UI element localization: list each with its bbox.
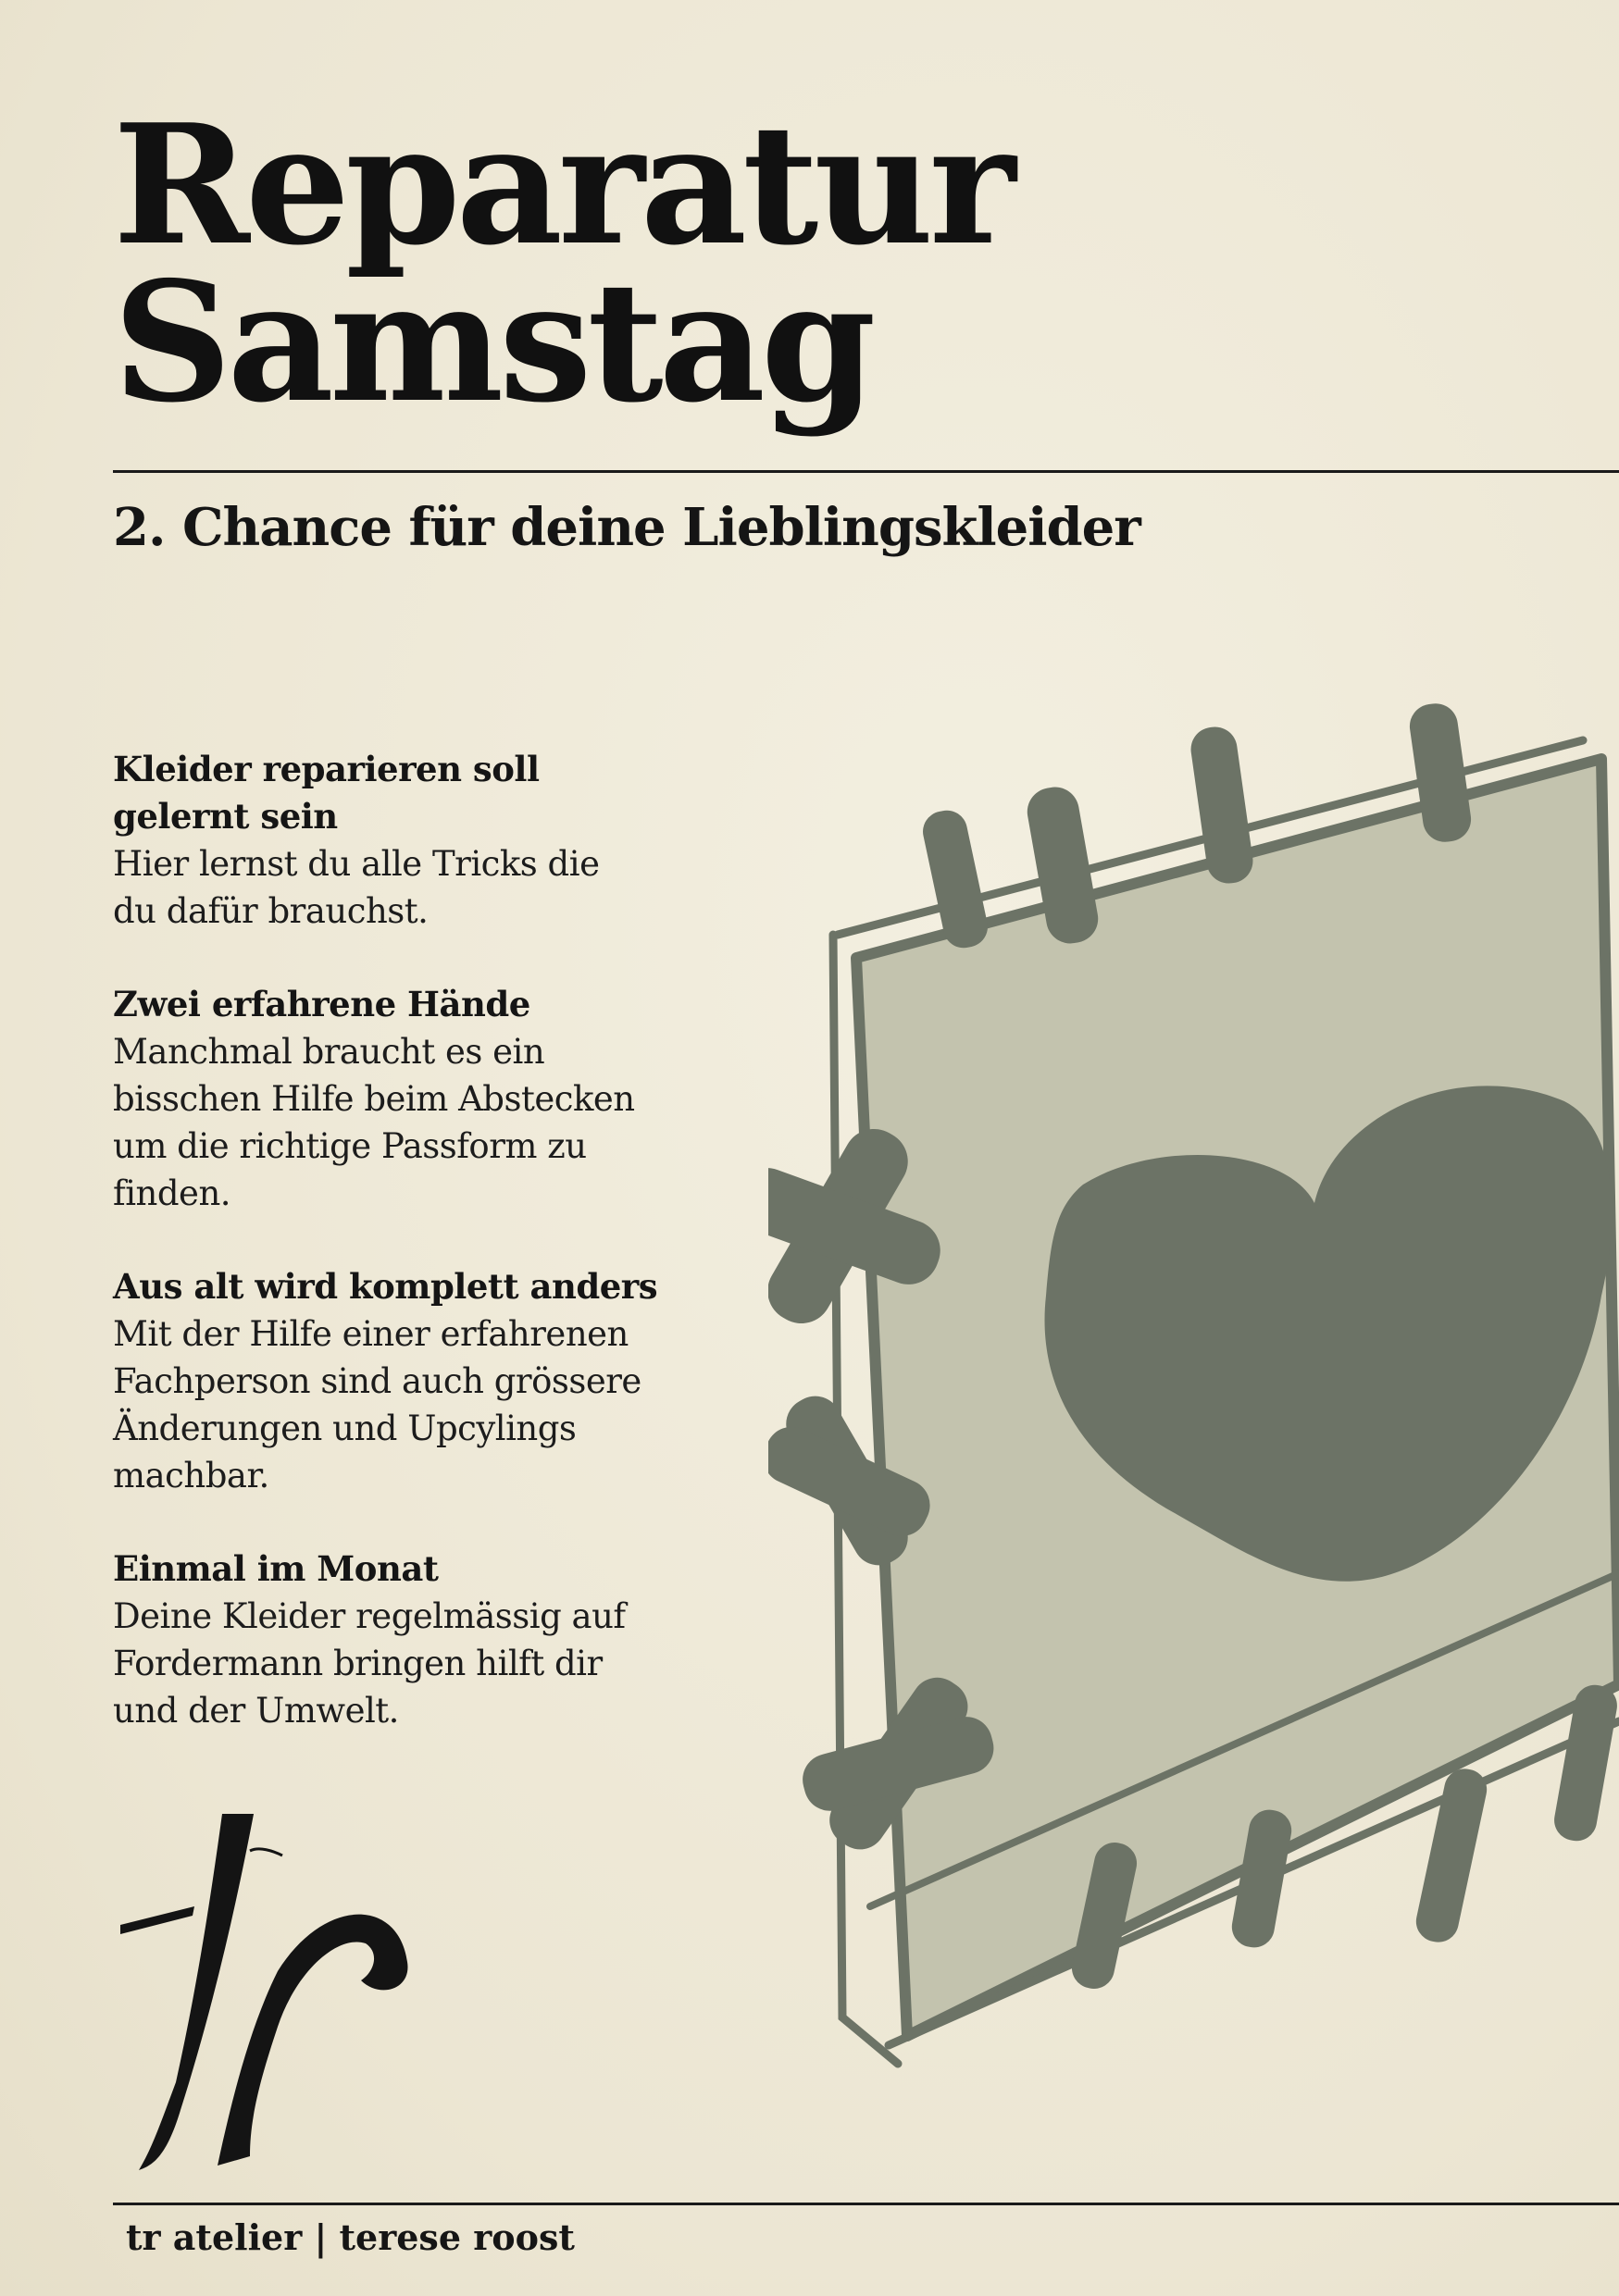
- section-body: Deine Kleider regelmässig auf Fordermann bringen hilft dir und der Umwelt.: [113, 1596, 626, 1731]
- title-line-2: Samstag: [113, 245, 872, 439]
- section-heading: Kleider reparieren soll gelernt sein: [113, 749, 540, 837]
- section-hands: [113, 981, 687, 1217]
- patch-illustration: [768, 703, 1619, 2110]
- page-title: [113, 88, 1012, 439]
- top-divider: [113, 470, 1619, 473]
- section-upcycling: [113, 1263, 687, 1499]
- subtitle: 2. Chance für deine Lieblingskleider: [113, 497, 1140, 558]
- section-body: Hier lernst du alle Tricks die du dafür brauchst.: [113, 844, 600, 931]
- section-body: Manchmal braucht es ein bisschen Hilfe beim Abstecken um die richtige Passform zu finden.: [113, 1032, 635, 1213]
- section-body: Mit der Hilfe einer erfahrenen Fachperson sind auch grössere Änderungen und Upcylings machbar.: [113, 1314, 641, 1496]
- section-heading: Aus alt wird komplett anders: [113, 1266, 658, 1307]
- text-column: [113, 746, 687, 1781]
- section-monthly: [113, 1545, 687, 1734]
- tr-logo: [111, 1814, 481, 2184]
- bottom-divider: [113, 2203, 1619, 2205]
- title-line-1: Reparatur: [113, 88, 1012, 281]
- section-heading: Einmal im Monat: [113, 1548, 439, 1589]
- footer-credit: tr atelier | terese roost: [126, 2216, 575, 2258]
- section-heading: Zwei erfahrene Hände: [113, 984, 530, 1024]
- section-learn: [113, 746, 687, 935]
- logo-text: tr: [111, 1814, 112, 1815]
